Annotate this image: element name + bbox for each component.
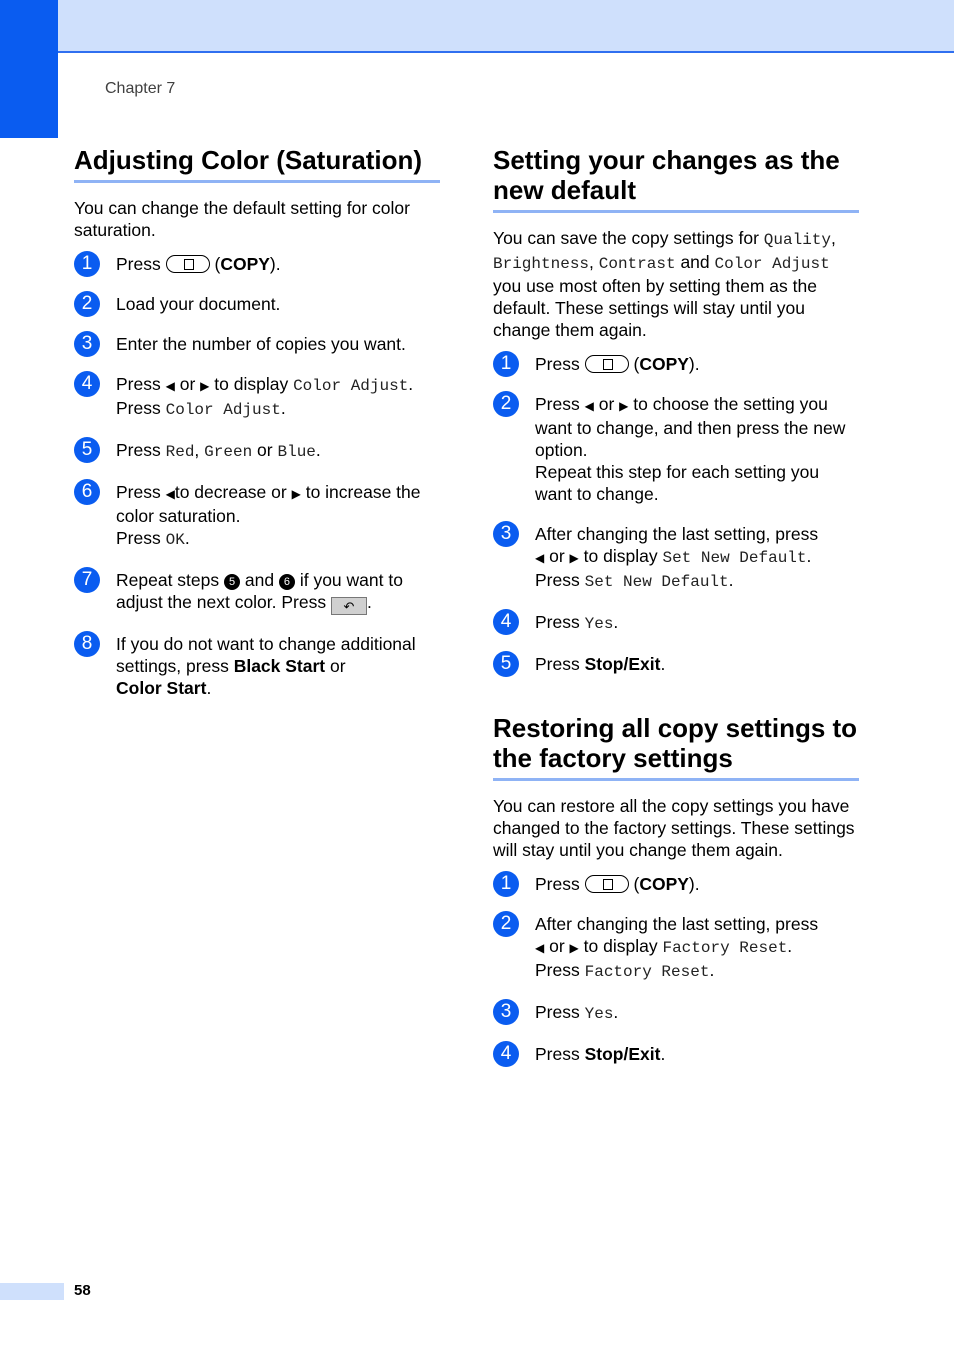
step-text: or [257,440,273,460]
chapter-tab [0,0,58,138]
step-number: 2 [493,911,519,937]
lcd-text: Factory Reset [662,939,788,957]
step [493,393,859,505]
step-number: 8 [74,631,100,657]
step-number: 3 [493,999,519,1025]
step-text: if you want to adjust the next color. Press [116,570,403,612]
step-text: After changing the last setting, press [535,524,819,544]
step: 1 Press (COPY). [493,873,859,895]
section-intro: You can save the copy settings for Quality, Brightness, Contrast and Color Adjust you use most often by setting them as the default. These settings will stay until you change them again. [493,228,836,340]
step-text: Press [116,254,161,274]
lcd-text: Green [204,443,253,461]
step-text: Load your document. [116,294,281,314]
lcd-text: Blue [277,443,316,461]
step-text: Press [535,1044,580,1064]
lcd-text: Yes [584,1005,614,1023]
right-arrow-icon: ▶ [200,379,210,393]
step: 3 Press Yes. [493,1001,859,1025]
footer-band [0,1283,64,1300]
lcd-text: Red [165,443,195,461]
step-number: 4 [493,1041,519,1067]
lcd-text: Set New Default [584,573,729,591]
left-arrow-icon: ◀ [535,941,545,955]
step-text: ). [688,354,700,374]
step: 4 Press ◀ or ▶ to display Color Adjust. Press Color Adjust. [74,373,440,421]
left-arrow-icon: ◀ [165,487,175,501]
step-text: Press [535,612,580,632]
lcd-text: Set New Default [662,549,807,567]
step-number: 1 [74,251,100,277]
step-text: to display [214,374,289,394]
copy-button-icon [166,255,210,273]
step-text: and [244,570,275,590]
step-text: Press [535,394,580,414]
step-text: to display [583,546,658,566]
header-band [0,0,954,53]
step: 7 Repeat steps 5 and 6 if you want to adjust the next color. Press ↶ . [74,569,440,615]
step-text: Press [116,528,161,548]
step-text: Press [116,374,161,394]
key-label: Black Start [233,656,326,676]
right-column [493,145,859,1083]
step-number: 4 [74,371,100,397]
lcd-text: Factory Reset [584,963,710,981]
lcd-text: Brightness [493,255,590,273]
step-text: or [549,936,565,956]
factory-reset-section [493,713,859,1065]
step-number: 5 [493,651,519,677]
step-number: 7 [74,567,100,593]
step-text: to decrease or [174,482,287,502]
step: 5 Press Stop/Exit. [493,653,859,675]
left-arrow-icon: ◀ [535,551,545,565]
copy-label: COPY [639,874,689,894]
intro-text: and [680,252,710,272]
step: 1 Press (COPY). [493,353,859,375]
step-number: 4 [493,609,519,635]
key-label: Stop/Exit [584,1044,661,1064]
intro-text: you use most often by setting them as the default. These settings will stay until you change them again. [493,276,817,340]
lcd-text: Quality [763,231,832,249]
lcd-text: Color Adjust [293,377,409,395]
step [74,293,440,315]
step-text: Repeat steps [116,570,220,590]
left-arrow-icon: ◀ [584,399,594,413]
step: 8 If you do not want to change additional settings, press Black Start or Color Start. [74,633,440,699]
step-text: to display [583,936,658,956]
copy-label: COPY [220,254,270,274]
right-arrow-icon: ▶ [569,941,579,955]
section-intro: You can change the default setting for color saturation. [74,198,410,240]
section-intro: You can restore all the copy settings you have changed to the factory settings. These settings will stay until you change them again. [493,796,855,860]
step: 4 Press Stop/Exit. [493,1043,859,1065]
step: 1 Press (COPY). [74,253,440,275]
step-text: Press [535,354,580,374]
page-number: 58 [74,1282,91,1299]
step-ref: 6 [279,574,295,590]
chapter-label: Chapter 7 [105,80,176,97]
step-text: or [598,394,615,414]
step-text: Enter the number of copies you want. [116,334,406,354]
lcd-text: Contrast [598,255,676,273]
step-text: Press [535,960,580,980]
step-text: or [330,656,346,676]
section-title: Setting your changes as the new default [493,145,859,213]
step: 5 Press Red, Green or Blue. [74,439,440,463]
step-text: Press [116,482,161,502]
step-text: Repeat this step for each setting you want to change. [535,462,820,504]
step-text: Press [116,440,161,460]
step: 4 Press Yes. [493,611,859,635]
step-number: 1 [493,351,519,377]
step: 3 After changing the last setting, press ◀ or ▶ to display Set New Default. Press Set New Default. [493,523,859,593]
steps-list [493,873,859,1065]
steps-list [493,353,859,675]
step-text: to increase the color saturation. [116,482,421,526]
section-title: Adjusting Color (Saturation) [74,145,440,183]
right-arrow-icon: ▶ [619,399,629,413]
right-arrow-icon: ▶ [569,551,579,565]
step-text: to choose the setting you want to change, and then press the new option. [535,394,846,460]
step-number: 3 [74,331,100,357]
key-label: Stop/Exit [584,654,661,674]
step-number: 6 [74,479,100,505]
step-text: If you do not want to change additional settings, press [116,634,416,676]
step-text: Press [535,654,580,674]
intro-text: You can save the copy settings for [493,228,759,248]
section-title: Restoring all copy settings to the factory settings [493,713,859,781]
left-column [74,145,440,717]
step-number: 2 [493,391,519,417]
lcd-text: Color Adjust [165,401,281,419]
left-arrow-icon: ◀ [165,379,175,393]
back-button-icon: ↶ [331,597,367,615]
step: 6 Press ◀to decrease or ▶ to increase the color saturation. Press OK. [74,481,440,551]
step [74,333,440,355]
step-text: After changing the last setting, press [535,914,819,934]
step-ref: 5 [224,574,240,590]
step-number: 2 [74,291,100,317]
step-text: ). [688,874,700,894]
step-text: Press [116,398,161,418]
step: 2 After changing the last setting, press ◀ or ▶ to display Factory Reset. Press Factory Reset. [493,913,859,983]
key-label: Color Start [116,678,207,698]
copy-label: COPY [639,354,689,374]
copy-button-icon [585,875,629,893]
step-text: ). [269,254,281,274]
step-text: Press [535,1002,580,1022]
step-text: Press [535,874,580,894]
lcd-text: OK [165,531,185,549]
step-text: Press [535,570,580,590]
lcd-text: Color Adjust [714,255,830,273]
step-number: 3 [493,521,519,547]
step-text: or [179,374,196,394]
step-number: 5 [74,437,100,463]
step-text: or [549,546,565,566]
step-number: 1 [493,871,519,897]
lcd-text: Yes [584,615,614,633]
right-arrow-icon: ▶ [291,487,301,501]
steps-list [74,253,440,699]
copy-button-icon [585,355,629,373]
